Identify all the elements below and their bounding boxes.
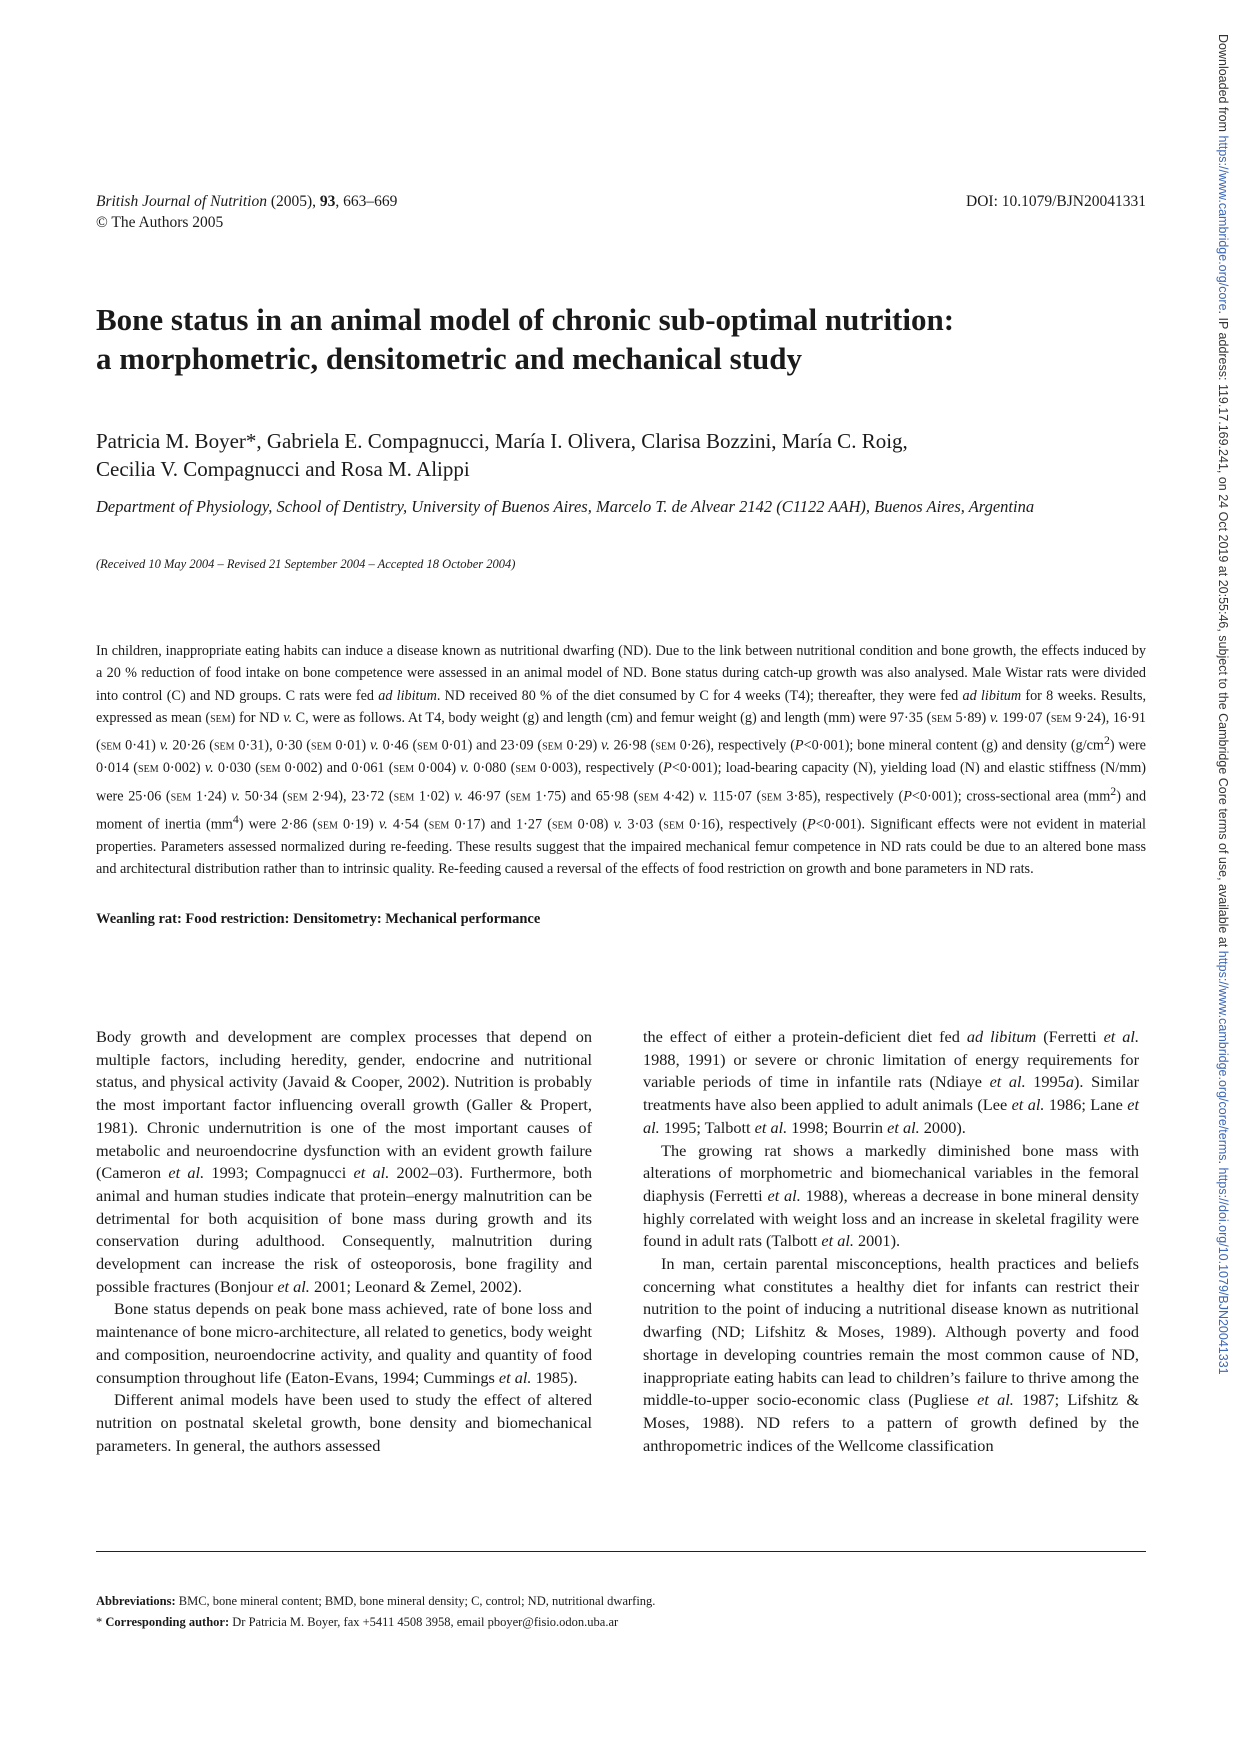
cambridge-core-link[interactable]: https://www.cambridge.org/core — [1216, 135, 1230, 311]
article-title: Bone status in an animal model of chronic sub-optimal nutrition: a morphometric, densitometric and mechanical study — [96, 302, 955, 376]
paragraph: the effect of either a protein-deficient diet fed ad libitum (Ferretti et al. 1988, 1991) or severe or chronic limitation of energy requirements for variable periods of time in infantile rats (Ndiaye et al. 1995a). Similar treatments have also been applied to adult animals (Lee et al. 1986; Lane et al. 1995; Talbott et al. 1998; Bourrin et al. 2000). — [643, 1027, 1140, 1137]
body-column-right — [643, 1026, 1139, 1457]
copyright: © The Authors 2005 — [96, 214, 224, 231]
doi: DOI: 10.1079/BJN20041331 — [966, 193, 1146, 210]
terms-link[interactable]: https://www.cambridge.org/core/terms — [1216, 950, 1230, 1161]
download-side-note: Downloaded from https://www.cambridge.org/core. IP address: 119.17.169.241, on 24 Oct 2019 at 20:55:46, subject to the Cambridge Core terms of use, available at https://www.cambridge.org/core/terms. https://doi.org/10.1079/BJN20041331 — [1216, 34, 1230, 1375]
paragraph: Body growth and development are complex processes that depend on multiple factors, including heredity, gender, endocrine and nutritional status, and physical activity (Javaid & Cooper, 2002). Nutrition is probably the most important factor influencing overall growth (Galler & Propert, 1981). Chronic undernutrition is one of the most important causes of metabolic and neuroendocrine dysfunction with an evident growth failure (Cameron et al. 1993; Compagnucci et al. 2002–03). Furthermore, both animal and human studies indicate that protein–energy malnutrition can be detrimental for both acquisition of bone mass during growth and its conservation during adulthood. Consequently, malnutrition during development can increase the risk of osteoporosis, bone fragility and possible fractures (Bonjour et al. 2001; Leonard & Zemel, 2002). — [96, 1027, 592, 1296]
footnotes — [96, 1591, 1146, 1633]
footnote-rule — [96, 1551, 1146, 1552]
body-column-left — [96, 1026, 592, 1457]
abbreviations-footnote: Abbreviations: BMC, bone mineral content; BMD, bone mineral density; C, control; ND, nutritional dwarfing. — [96, 1594, 656, 1608]
received-dates: (Received 10 May 2004 – Revised 21 September 2004 – Accepted 18 October 2004) — [96, 557, 516, 571]
affiliation: Department of Physiology, School of Dentistry, University of Buenos Aires, Marcelo T. de Alvear 2142 (C1122 AAH), Buenos Aires, Argentina — [96, 497, 1035, 516]
journal-name: British Journal of Nutrition — [96, 193, 267, 210]
journal-header — [96, 191, 1146, 233]
paragraph: Bone status depends on peak bone mass achieved, rate of bone loss and maintenance of bone micro-architecture, all related to genetics, body weight and composition, neuroendocrine activity, and quality and quantity of food consumption throughout life (Eaton-Evans, 1994; Cummings et al. 1985). — [96, 1299, 592, 1387]
keywords: Weanling rat: Food restriction: Densitometry: Mechanical performance — [96, 911, 541, 927]
corresponding-author-footnote: * Corresponding author: Dr Patricia M. Boyer, fax +5411 4508 3958, email pboyer@fisio.odon.uba.ar — [96, 1615, 619, 1629]
paragraph: The growing rat shows a markedly diminished bone mass with alterations of morphometric and biomechanical variables in the femoral diaphysis (Ferretti et al. 1988), whereas a decrease in bone mineral density highly correlated with weight loss and an increase in skeletal fragility were found in adult rats (Talbott et al. 2001). — [643, 1140, 1139, 1251]
paragraph: Different animal models have been used to study the effect of altered nutrition on postnatal skeletal growth, bone density and biomechanical parameters. In general, the authors assessed — [96, 1390, 592, 1455]
paragraph: In man, certain parental misconceptions, health practices and beliefs concerning what constitutes a healthy diet for infants can restrict their nutrition to the point of inducing a nutritional disease known as nutritional dwarfing (ND; Lifshitz & Moses, 1989). Although poverty and food shortage in developing countries remain the most common cause of ND, inappropriate eating habits can lead to children’s failure to thrive among the middle-to-upper socio-economic class (Pugliese et al. 1987; Lifshitz & Moses, 1988). ND refers to a pattern of growth defined by the anthropometric indices of the Wellcome classification — [643, 1254, 1139, 1455]
doi-link[interactable]: https://doi.org/10.1079/BJN20041331 — [1216, 1167, 1230, 1375]
author-list: Patricia M. Boyer*, Gabriela E. Compagnucci, María I. Olivera, Clarisa Bozzini, María C. Roig, Cecilia V. Compagnucci and Rosa M. Alippi — [96, 429, 908, 481]
journal-citation: British Journal of Nutrition (2005), 93, 663–669 — [96, 193, 398, 210]
abstract: In children, inappropriate eating habits can induce a disease known as nutritional dwarfing (ND). Due to the link between nutritional condition and bone growth, the effects induced by a 20 % reduction of food intake on bone competence were assessed in an animal model of ND. Bone status during catch-up growth was also analysed. Male Wistar rats were divided into control (C) and ND groups. C rats were fed ad libitum. ND received 80 % of the diet consumed by C for 4 weeks (T4); thereafter, they were fed ad libitum for 8 weeks. Results, expressed as mean (sem) for ND v. C, were as follows. At T4, body weight (g) and length (cm) and femur weight (g) and length (mm) were 97·35 (sem 5·89) v. 199·07 (sem 9·24), 16·91 (sem 0·41) v. 20·26 (sem 0·31), 0·30 (sem 0·01) v. 0·46 (sem 0·01) and 23·09 (sem 0·29) v. 26·98 (sem 0·26), respectively (P<0·001); bone mineral content (g) and density $(g/cm^2)$ were 0·014 (sem 0·002) v. 0·030 (sem 0·002) and 0·061 (sem 0·004) v. 0·080 (sem 0·003), respectively (P<0·001); load-bearing capacity (N), yielding load (N) and elastic stiffness (N/mm) were 25·06 (sem 1·24) v. 50·34 (sem 2·94), 23·72 (sem 1·02) v. 46·97 (sem 1·75) and 65·98 (sem 4·42) v. 115·07 (sem 3·85), respectively (P<0·001); cross-sectional area $(mm^2)$ and moment of inertia $(mm^4)$ were 2·86 (sem 0·19) v. 4·54 (sem 0·17) and 1·27 (sem 0·08) v. 3·03 (sem 0·16), respectively (P<0·001). Significant effects were not evident in material properties. Parameters assessed normalized during re-feeding. These results suggest that the impaired mechanical femur competence in ND rats could be due to an altered bone mass and architectural distribution rather than to intrinsic quality. Re-feeding caused a reversal of the effects of food restriction on growth and bone parameters in ND rats. — [96, 643, 1147, 877]
